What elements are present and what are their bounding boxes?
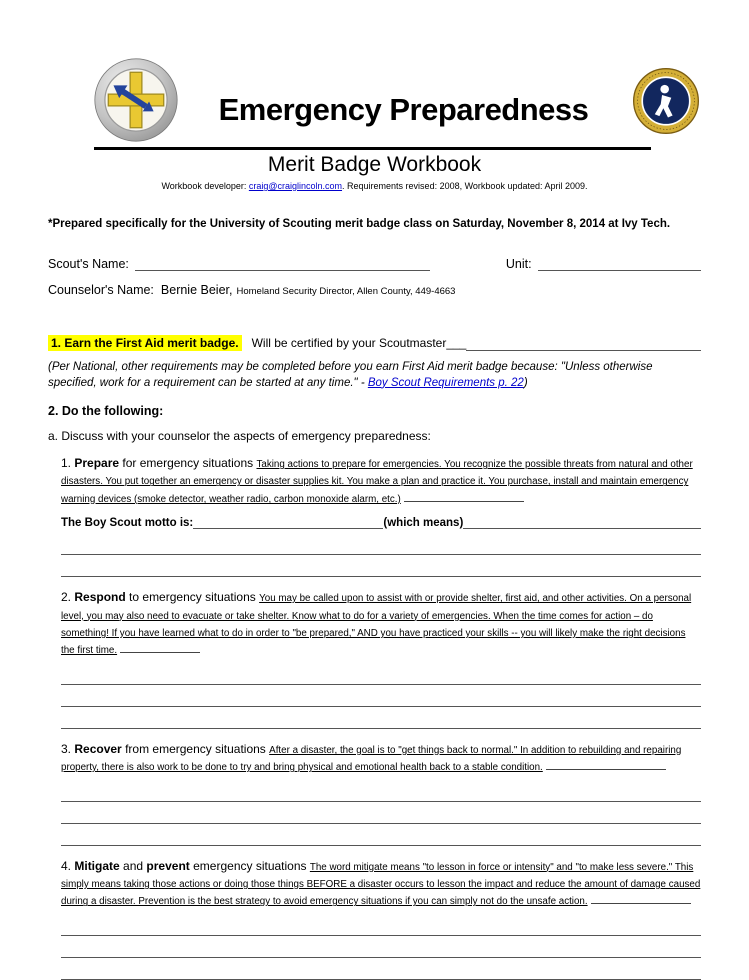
answer-line[interactable] [61, 780, 701, 802]
requirement-1-row [48, 335, 701, 351]
scout-name-row [48, 257, 701, 271]
national-note [48, 360, 701, 391]
developer-prefix: Workbook developer: [161, 181, 249, 191]
scout-name-label: Scout's Name: [48, 257, 129, 271]
certify-field[interactable] [466, 337, 701, 351]
counselor-label: Counselor's Name: [48, 283, 154, 297]
item-prepare [61, 455, 701, 577]
answer-lines [61, 663, 701, 729]
requirement-1-highlight: 1. Earn the First Aid merit badge. [48, 335, 242, 351]
header [48, 62, 701, 150]
motto-row [61, 515, 701, 529]
item-recover [61, 741, 701, 846]
item-number: 4. [61, 858, 72, 873]
merit-badge-emblem-icon [94, 58, 178, 142]
answer-line[interactable] [61, 685, 701, 707]
item-keyword: Prepare [74, 456, 120, 471]
scouting-logo-icon [633, 68, 699, 134]
motto-means-label: (which means) [383, 517, 464, 530]
answer-line[interactable] [61, 958, 701, 980]
item-keyword: Respond [74, 590, 126, 605]
title-underline [94, 147, 651, 150]
requirements-link[interactable]: Boy Scout Requirements p. 22 [367, 376, 524, 389]
developer-line [48, 181, 701, 191]
item-rest: emergency situations [193, 858, 307, 873]
answer-line[interactable] [61, 533, 701, 555]
item-rest: for emergency situations [122, 456, 254, 471]
item-detail: You may be called upon to assist with or provide shelter, first aid, and other activities. On a personal level, you may also need to evacuate or take shelter. Know what to do for a variety of emergencies. When the time comes for action – do something! If you have learned what to do in order to "be prepared," AND you have practiced your skills -- you will likely make the right decisions the first time. [61, 593, 692, 657]
counselor-row [48, 283, 701, 297]
answer-lines [61, 533, 701, 577]
scout-name-field[interactable] [135, 257, 430, 271]
answer-line[interactable] [61, 914, 701, 936]
requirement-2a-intro: a. Discuss with your counselor the aspects of emergency preparedness: [48, 429, 431, 444]
answer-line[interactable] [61, 802, 701, 824]
fill-line [546, 767, 666, 770]
item-number: 1. [61, 456, 72, 471]
item-number: 2. [61, 590, 72, 605]
requirement-2-heading: 2. Do the following: [48, 404, 164, 419]
item-detail: Taking actions to prepare for emergencies. You recognize the possible threats from natural and other disasters. You put together an emergency or disaster supplies kit. You make a plan and practice it. You purchase, install and maintain emergency warning devices (smoke detector, weather radio, carbon monoxide alarm, etc.) [61, 459, 693, 505]
item-keyword-2: prevent [146, 858, 190, 873]
developer-email-link[interactable]: craig@craiglincoln.com [248, 181, 343, 191]
motto-field[interactable] [193, 515, 383, 529]
item-rest: to emergency situations [129, 590, 256, 605]
item-mitigate-prevent [61, 858, 701, 980]
item-detail: The word mitigate means "to lesson in force or intensity" and "to make less severe." This simply means taking those actions or doing those things BEFORE a disaster occurs to lesson the impact and reduce the amount of damage caused during a disaster. Prevention is the best strategy to avoid emergency situations if you can simply not do the unsafe action. [61, 861, 701, 908]
fill-line [404, 499, 524, 502]
item-keyword: Recover [74, 741, 122, 756]
item-number: 3. [61, 741, 72, 756]
item-rest: from emergency situations [125, 741, 266, 756]
certify-text: Will be certified by your Scoutmaster___ [251, 336, 467, 350]
answer-line[interactable] [61, 555, 701, 577]
item-keyword: Mitigate [74, 858, 120, 873]
requirement-items [61, 455, 701, 980]
item-heading [61, 858, 701, 910]
item-heading [61, 741, 701, 776]
answer-line[interactable] [61, 824, 701, 846]
item-heading [61, 455, 701, 507]
class-notice: *Prepared specifically for the University of Scouting merit badge class on Saturday, November 8, 2014 at Ivy Tech. [48, 218, 671, 230]
counselor-title: Homeland Security Director, Allen County, 449-4663 [236, 286, 456, 297]
item-detail: After a disaster, the goal is to "get things back to normal." In addition to rebuilding and repairing property, there is also work to be done to try and bring physical and emotional health back to a stable condition. [61, 744, 682, 774]
motto-label: The Boy Scout motto is: [61, 517, 194, 530]
answer-lines [61, 780, 701, 846]
fill-line [120, 650, 200, 653]
page-title: Emergency Preparedness [218, 92, 589, 127]
subtitle: Merit Badge Workbook [267, 153, 482, 176]
answer-line[interactable] [61, 707, 701, 729]
answer-line[interactable] [61, 663, 701, 685]
counselor-name: Bernie Beier, [160, 283, 233, 297]
note-text: (Per National, other requirements may be completed before you earn First Aid merit badge because: "Unless otherwise specified, work for a requirement can be started at any time." - [48, 361, 653, 389]
fill-line [591, 901, 691, 904]
unit-field[interactable] [538, 257, 701, 271]
item-mid: and [123, 858, 144, 873]
note-close: ) [523, 376, 528, 389]
answer-line[interactable] [61, 936, 701, 958]
unit-label: Unit: [505, 257, 532, 271]
item-respond [61, 589, 701, 729]
developer-suffix: . Requirements revised: 2008, Workbook updated: April 2009. [342, 181, 588, 191]
motto-meaning-field[interactable] [463, 515, 701, 529]
item-heading [61, 589, 701, 659]
